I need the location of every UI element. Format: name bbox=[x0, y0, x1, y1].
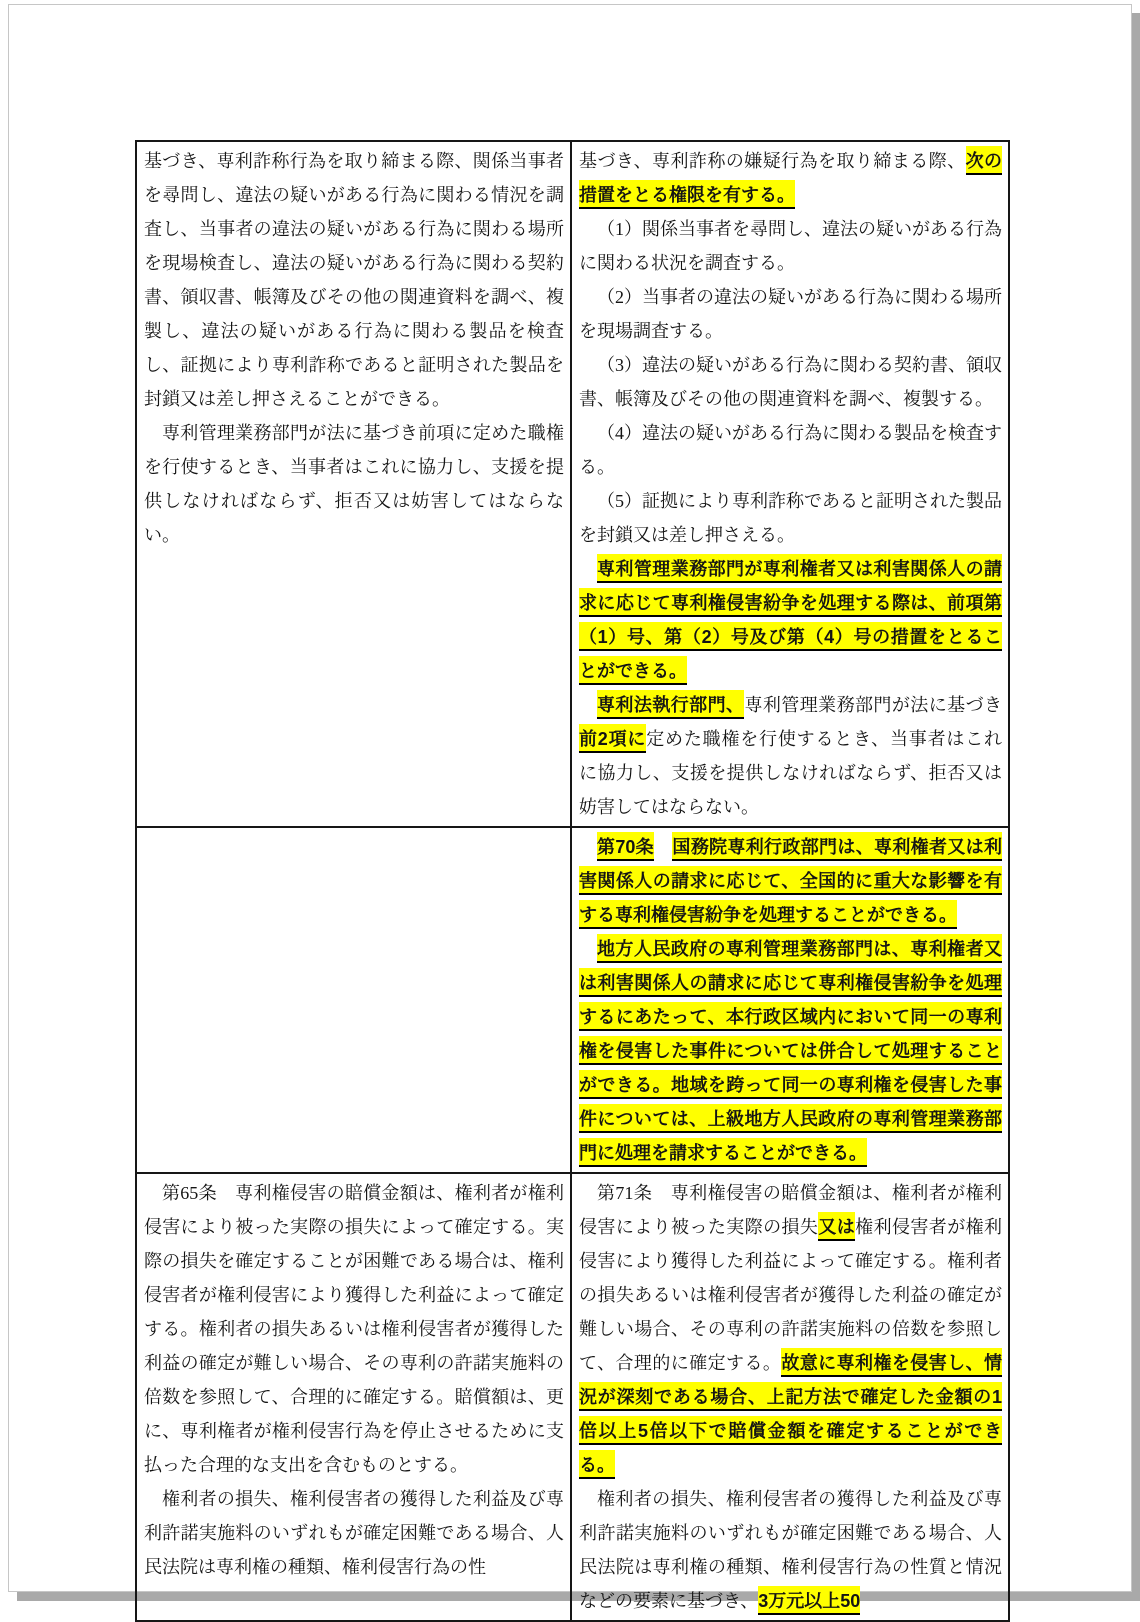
paragraph bbox=[144, 1176, 564, 1482]
highlighted-text: 第70条 bbox=[597, 832, 654, 861]
body-text: 権利侵害者が権利侵害により獲得した利益によって確定する。権利者の損失あるいは権利侵害者が獲得した利益の確定が難しい場合、その専利の許諾実施料の倍数を参照して、合理的に確定する。 bbox=[579, 1217, 1003, 1373]
highlighted-text: 次の措置をとる権限を有する。 bbox=[579, 146, 1002, 209]
cell-new-law-row2 bbox=[571, 827, 1009, 1173]
highlighted-text: 3万元以上50 bbox=[758, 1586, 860, 1615]
highlighted-text: 又は bbox=[818, 1212, 855, 1241]
paragraph bbox=[144, 1482, 564, 1584]
cell-old-law-row1 bbox=[136, 141, 571, 827]
body-text: 専利管理業務部門が法に基づき前項に定めた職権を行使するとき、当事者はこれに協力し、支援を提供しなければならず、拒否又は妨害してはならない。 bbox=[144, 423, 564, 545]
cell-old-law-row2-empty bbox=[136, 827, 571, 1173]
highlighted-text: 故意に専利権を侵害し、情況が深刻である場合、上記方法で確定した金額の1倍以上5倍以下で賠償金額を確定することができる。 bbox=[579, 1348, 1002, 1479]
body-text: （2）当事者の違法の疑いがある行為に関わる場所を現場調査する。 bbox=[579, 287, 1002, 341]
highlighted-text: 前2項に bbox=[579, 724, 646, 753]
body-text: （4）違法の疑いがある行為に関わる製品を検査する。 bbox=[579, 423, 1002, 477]
law-comparison-table-body bbox=[136, 141, 1009, 1621]
law-comparison-table bbox=[135, 140, 1010, 1622]
document-page bbox=[8, 4, 1132, 1611]
paragraph bbox=[579, 552, 1002, 688]
cell-old-law-row3 bbox=[136, 1173, 571, 1621]
body-text: 専利管理業務部門が法に基づき bbox=[744, 695, 1003, 715]
paragraph bbox=[579, 1482, 1002, 1618]
paragraph bbox=[579, 932, 1002, 1170]
paragraph bbox=[579, 830, 1002, 932]
paragraph bbox=[579, 484, 1002, 552]
paragraph bbox=[579, 348, 1002, 416]
table-row bbox=[136, 827, 1009, 1173]
paragraph bbox=[144, 416, 564, 552]
body-text: 第65条 専利権侵害の賠償金額は、権利者が権利侵害により被った実際の損失によって確定する。実際の損失を確定することが困難である場合は、権利侵害者が権利侵害により獲得した利益によって確定する。権利者の損失あるいは権利侵害者が獲得した利益の確定が難しい場合、その専利の許諾実施料の倍数を参照して、合理的に確定する。賠償額は、更に、専利権者が権利侵害行為を停止させるために支払った合理的な支出を含むものとする。 bbox=[144, 1183, 564, 1475]
paragraph bbox=[579, 280, 1002, 348]
body-text bbox=[654, 837, 672, 857]
cell-new-law-row3 bbox=[571, 1173, 1009, 1621]
highlighted-text: 専利管理業務部門が専利権者又は利害関係人の請求に応じて専利権侵害紛争を処理する際は、前項第（1）号、第（2）号及び第（4）号の措置をとることができる。 bbox=[579, 554, 1002, 685]
highlighted-text: 国務院専利行政部門は、専利権者又は利害関係人の請求に応じて、全国的に重大な影響を有する専利権侵害紛争を処理することができる。 bbox=[579, 832, 1002, 929]
table-row bbox=[136, 141, 1009, 827]
highlighted-text: 専利法執行部門、 bbox=[597, 690, 744, 719]
body-text: （3）違法の疑いがある行為に関わる契約書、領収書、帳簿及びその他の関連資料を調べ、複製する。 bbox=[579, 355, 1002, 409]
body-text: 第71条 専利権侵害の賠償金額は、権利者が権利侵害により被った実際の損失 bbox=[579, 1183, 1002, 1237]
paragraph bbox=[579, 416, 1002, 484]
paragraph bbox=[579, 144, 1002, 212]
highlighted-text: 地方人民政府の専利管理業務部門は、専利権者又は利害関係人の請求に応じて専利権侵害紛争を処理するにあたって、本行政区域内において同一の専利権を侵害した事件については併合して処理することができる。地域を跨って同一の専利権を侵害した事件については、上級地方人民政府の専利管理業務部門に処理を請求することができる。 bbox=[579, 934, 1002, 1167]
table-row bbox=[136, 1173, 1009, 1621]
body-text: 権利者の損失、権利侵害者の獲得した利益及び専利許諾実施料のいずれもが確定困難である場合、人民法院は専利権の種類、権利侵害行為の性質と情況などの要素に基づき、 bbox=[579, 1489, 1002, 1611]
paragraph bbox=[579, 212, 1002, 280]
cell-new-law-row1 bbox=[571, 141, 1009, 827]
body-text: 権利者の損失、権利侵害者の獲得した利益及び専利許諾実施料のいずれもが確定困難である場合、人民法院は専利権の種類、権利侵害行為の性 bbox=[144, 1489, 564, 1577]
body-text: 定めた職権を行使するとき、当事者はこれに協力し、支援を提供しなければならず、拒否又は妨害してはならない。 bbox=[579, 729, 1002, 817]
body-text: 基づき、専利詐称の嫌疑行為を取り締まる際、 bbox=[579, 151, 966, 171]
body-text: （5）証拠により専利詐称であると証明された製品を封鎖又は差し押さえる。 bbox=[579, 491, 1002, 545]
body-text: （1）関係当事者を尋問し、違法の疑いがある行為に関わる状況を調査する。 bbox=[579, 219, 1002, 273]
body-text: 基づき、専利詐称行為を取り締まる際、関係当事者を尋問し、違法の疑いがある行為に関わる情況を調査し、当事者の違法の疑いがある行為に関わる場所を現場検査し、違法の疑いがある行為に関わる契約書、領収書、帳簿及びその他の関連資料を調べ、複製し、違法の疑いがある行為に関わる製品を検査し、証拠により専利詐称であると証明された製品を封鎖又は差し押さえることができる。 bbox=[144, 151, 564, 409]
paragraph bbox=[579, 1176, 1002, 1482]
paragraph bbox=[579, 688, 1002, 824]
paragraph bbox=[144, 144, 564, 416]
